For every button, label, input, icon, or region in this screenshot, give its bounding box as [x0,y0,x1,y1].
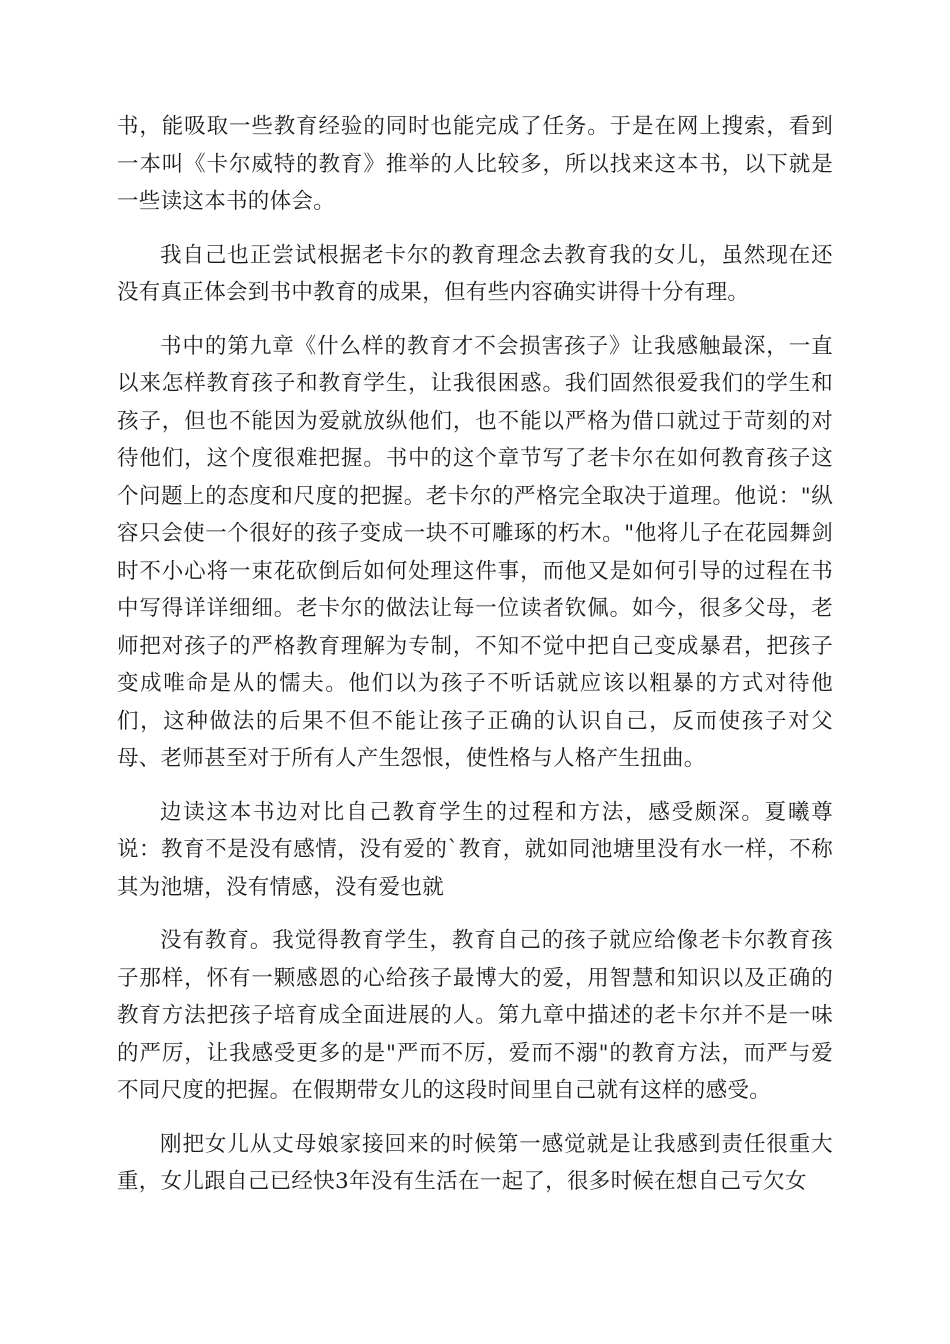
paragraph-2: 我自己也正尝试根据老卡尔的教育理念去教育我的女儿，虽然现在还没有真正体会到书中教育的成果，但有些内容确实讲得十分有理。 [117,242,833,305]
document-page [117,108,833,1217]
paragraph-3: 书中的第九章《什么样的教育才不会损害孩子》让我感触最深，一直以来怎样教育孩子和教育学生，让我很困惑。我们固然很爱我们的学生和孩子，但也不能因为爱就放纵他们，也不能以严格为借口就过于苛刻的对待他们，这个度很难把握。书中的这个章节写了老卡尔在如何教育孩子这个问题上的态度和尺度的把握。老卡尔的严格完全取决于道理。他说："纵容只会使一个很好的孩子变成一块不可雕琢的朽木。"他将儿子在花园舞剑时不小心将一束花砍倒后如何处理这件事，而他又是如何引导的过程在书中写得详详细细。老卡尔的做法让每一位读者钦佩。如今，很多父母，老师把对孩子的严格教育理解为专制，不知不觉中把自己变成暴君，把孩子变成唯命是从的懦夫。他们以为孩子不听话就应该以粗暴的方式对待他们，这种做法的后果不但不能让孩子正确的认识自己，反而使孩子对父母、老师甚至对于所有人产生怨恨，使性格与人格产生扭曲。 [117,333,833,771]
paragraph-4: 边读这本书边对比自己教育学生的过程和方法，感受颇深。夏曦尊说：教育不是没有感情，没有爱的`教育，就如同池塘里没有水一样，不称其为池塘，没有情感，没有爱也就 [117,799,833,900]
paragraph-1: 书，能吸取一些教育经验的同时也能完成了任务。于是在网上搜索，看到一本叫《卡尔威特的教育》推举的人比较多，所以找来这本书，以下就是一些读这本书的体会。 [117,114,833,214]
paragraph-5: 没有教育。我觉得教育学生，教育自己的孩子就应给像老卡尔教育孩子那样，怀有一颗感恩的心给孩子最博大的爱，用智慧和知识以及正确的教育方法把孩子培育成全面进展的人。第九章中描述的老卡尔并不是一味的严厉，让我感受更多的是"严而不厉，爱而不溺"的教育方法，而严与爱不同尺度的把握。在假期带女儿的这段时间里自己就有这样的感受。 [117,928,833,1103]
paragraph-6: 刚把女儿从丈母娘家接回来的时候第一感觉就是让我感到责任很重大重，女儿跟自己已经快3年没有生活在一起了，很多时候在想自己亏欠女 [117,1131,833,1194]
